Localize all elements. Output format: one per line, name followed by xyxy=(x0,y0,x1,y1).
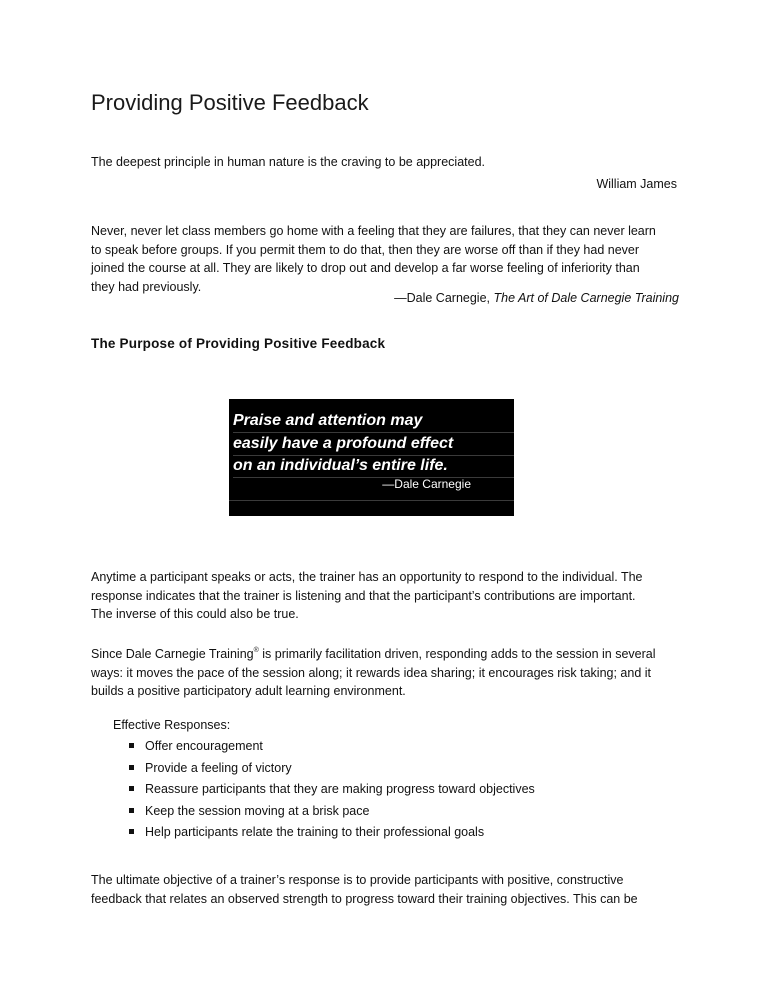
line-start: Since Dale Carnegie Training xyxy=(91,647,254,661)
paragraph-line: ways: it moves the pace of the session along; it rewards idea sharing; it encourages risk taking; and it xyxy=(91,665,652,680)
list-item-text: Reassure participants that they are making progress toward objectives xyxy=(145,782,535,796)
quote-line: they had previously. xyxy=(91,279,202,294)
paragraph-3 xyxy=(91,871,691,908)
list-item-text: Help participants relate the training to their professional goals xyxy=(145,825,485,839)
epigraph-author: William James xyxy=(596,177,677,191)
callout-attribution: —Dale Carnegie xyxy=(382,477,471,491)
attribution-work: The Art of Dale Carnegie Training xyxy=(493,291,679,305)
effective-responses-label: Effective Responses: xyxy=(113,718,231,732)
paragraph-line xyxy=(91,645,691,664)
paragraph-line: response indicates that the trainer is listening and that the participant’s contributions are important. xyxy=(91,588,636,603)
list-item-text: Provide a feeling of victory xyxy=(145,760,292,775)
attribution-prefix: —Dale Carnegie, xyxy=(394,291,494,305)
quote-line: joined the course at all. They are likely to drop out and develop a far worse feeling of inferiority than xyxy=(91,261,640,275)
list-item xyxy=(127,823,535,845)
callout-line: Praise and attention may xyxy=(233,410,514,433)
list-item xyxy=(127,780,535,802)
list-item-text: Keep the session moving at a brisk pace xyxy=(145,803,370,818)
bullet-square-icon xyxy=(129,808,134,813)
paragraph-2 xyxy=(91,645,691,701)
callout-divider xyxy=(229,500,514,501)
paragraph-line: Anytime a participant speaks or acts, the trainer has an opportunity to respond to the individual. The xyxy=(91,570,643,584)
callout-box xyxy=(229,399,514,516)
quote-line: to speak before groups. If you permit them to do that, then they are worse off than if they had never xyxy=(91,242,640,257)
line-rest: is primarily facilitation driven, responding adds to the session in several xyxy=(258,647,656,661)
list-item xyxy=(127,737,535,759)
bullet-square-icon xyxy=(129,743,134,748)
section-heading: The Purpose of Providing Positive Feedback xyxy=(91,336,386,351)
callout-line: easily have a profound effect xyxy=(233,433,514,456)
registered-mark: ® xyxy=(253,647,259,654)
quote-line: Never, never let class members go home with a feeling that they are failures, that they can never learn xyxy=(91,224,656,238)
paragraph-line: The ultimate objective of a trainer’s response is to provide participants with positive, constructive xyxy=(91,873,624,887)
callout-line: on an individual’s entire life. xyxy=(233,455,514,478)
paragraph-line: The inverse of this could also be true. xyxy=(91,607,299,621)
list-item xyxy=(127,802,535,824)
carnegie-quote-attribution xyxy=(394,289,679,308)
page-title: Providing Positive Feedback xyxy=(91,90,369,115)
bullet-square-icon xyxy=(129,786,134,791)
list-item xyxy=(127,759,535,781)
bullet-square-icon xyxy=(129,829,134,834)
paragraph-line: feedback that relates an observed strength to progress toward their training objectives. This can be xyxy=(91,891,638,906)
epigraph-quote: The deepest principle in human nature is the craving to be appreciated. xyxy=(91,155,485,169)
carnegie-quote xyxy=(91,222,681,296)
paragraph-line: builds a positive participatory adult learning environment. xyxy=(91,684,406,698)
bullet-square-icon xyxy=(129,765,134,770)
list-item-text: Offer encouragement xyxy=(145,739,263,753)
paragraph-1 xyxy=(91,568,691,624)
effective-responses-list xyxy=(127,737,535,845)
